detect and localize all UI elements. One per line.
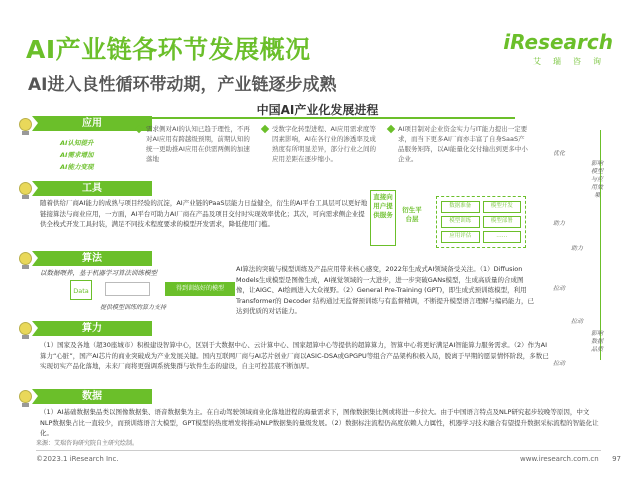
tool-description: 随着供给厂商AI能力的成熟与项目经验的沉淀，AI产业链的PaaS层能力日益健全，衍生的AI平台工具层可以更好地链接算法与商业应用，一方面，AI平台可助力AI厂商在产品及项目交付时实现效率优化；其次，可向需求侧企业提供全栈式开发工具封装，满足不同技术程度要求的模型开发需求，降低使用门槛。 — [40, 199, 368, 228]
algo-model-box — [105, 282, 150, 296]
page-title: AI产业链各环节发展概况 — [26, 35, 311, 64]
website-link[interactable]: www.iresearch.com.cn — [520, 455, 599, 463]
diagram-title-underline — [120, 117, 515, 119]
side-label-pull-1: 拉动 — [552, 285, 565, 292]
algo-flow — [40, 268, 240, 318]
tool-mid-label: 衍生平台层 — [402, 206, 422, 223]
tool-side-box: 直接向用户提供服务 — [370, 190, 396, 246]
page-subtitle: AI进入良性循环带动期，产业链逐步成熟 — [28, 75, 337, 95]
stage-label-data — [32, 389, 152, 404]
tool-grid-item: 应用评估 — [441, 231, 480, 243]
app-link-3: AI能力变现 — [60, 163, 94, 171]
brand-logo-cn: 艾瑞咨询 — [533, 57, 613, 66]
app-card-1-text: 需求侧对AI的认知已趋于理性，不再对AI应用有跨越级预期，前期认知的统一更助推AI应用在供需两侧的加速落地 — [146, 125, 250, 163]
algo-output-box: 得到训练好的模型 — [165, 282, 235, 296]
brand-logo — [503, 30, 613, 67]
side-label-right-bottom: 影响数据品质 — [590, 330, 603, 353]
stage-label-algo-text: 算法 — [82, 253, 102, 264]
data-description: （1）AI基础数据集品类以图像数据集、语音数据集为主。在自动驾驶领域商业化落地进程的海量需求下，图像数据集比例或将进一步拉大。由于中国语言特点及NLP研究起步较晚等原因，中文NLP数据集占比一直较少，而预训练语言大模型，GPT模型的热度增发将推动NLP数据集的量级发展。（2）数据标注流程仍高度依赖人力属性，机器学习技术融合有望提升数据采标流程的智能化让化。 — [40, 408, 599, 437]
tool-grid — [436, 196, 526, 248]
copyright: ©2023.1 iResearch Inc. — [36, 455, 119, 463]
stage-label-app-text: 应用 — [82, 118, 102, 129]
side-label-assist-2: 助力 — [570, 245, 583, 252]
app-card-3 — [388, 124, 528, 188]
tool-grid-item: 数据准备 — [441, 201, 480, 213]
app-card-2 — [262, 124, 380, 188]
app-links — [60, 137, 93, 173]
algo-flow-caption-2: 提供模型训练的算力支持 — [100, 304, 167, 311]
app-link-2: AI需求增加 — [60, 151, 94, 159]
stage-label-compute-text: 算力 — [82, 323, 102, 334]
tool-grid-item: 模型开发 — [483, 201, 522, 213]
algo-description: AI算法的突破与模型训练及产品应用带来核心感变，2022年生成式AI领域备受关注。（1）Diffusion Models生成模型是图像生成，AI视觉领域的一大进步，进一步突破GANs模型，生成高质量的合成图像，让AIGC、AI绘画进入大众视野。（2）General Pre-Training (GPT)，即生成式预训练模型，利用Transformer的 Decoder 结构通过无监督预训练与有监督精调，不断提升模型语言理解与编码能力，已达到优质的对话能力。 — [236, 265, 534, 315]
tool-grid-item: 模型部署 — [483, 216, 522, 228]
source-note: 来源：艾瑞咨询研究院自主研究绘制。 — [36, 440, 139, 447]
app-card-3-text: AI项目制对企业资金实力与IT能力提出一定要求，而当下更多AI厂商亦丰富了自身SaaS产品服务矩阵，以AI能量化交付输出到更多中小企业。 — [398, 125, 528, 163]
stage-label-tool — [32, 181, 152, 196]
algo-data-box: Data — [70, 280, 92, 300]
app-link-1: AI认知提升 — [60, 139, 94, 147]
brand-logo-text: iResearch — [503, 30, 613, 54]
algo-flow-caption: 以数据喂养，基于机器学习算法训练模型 — [40, 269, 157, 277]
side-label-pull-3: 拉动 — [552, 360, 565, 367]
stage-label-algo — [32, 251, 152, 266]
side-label-pull-2: 拉动 — [570, 318, 583, 325]
tool-grid-item: 模型训练 — [441, 216, 480, 228]
app-card-2-text: 受数字化转型进程、AI应用需求度等因素影响，AI在各行业的渗透率及成熟度有所明显差异，部分行业之间的应用差距在逐步缩小。 — [272, 125, 376, 163]
stage-label-compute — [32, 321, 152, 336]
diagram-title: 中国AI产业化发展进程 — [256, 103, 379, 117]
footer-divider — [36, 450, 601, 451]
stage-label-tool-text: 工具 — [82, 183, 102, 194]
page-number: 97 — [612, 455, 621, 463]
side-label-assist-1: 助力 — [552, 220, 565, 227]
side-label-optimize: 优化 — [552, 150, 565, 157]
side-label-right-top: 影响模型与应用效果 — [590, 160, 603, 199]
app-card-1 — [136, 124, 254, 188]
stage-label-data-text: 数据 — [82, 391, 102, 402]
tool-grid-item: …… — [483, 231, 522, 243]
compute-description: （1）国家及各地（超30座城市）积极建设智算中心，区别于大数据中心、云计算中心、国家超算中心等提供的超算算力，智算中心将更好满足AI智能算力服务需求。（2）作为AI算力“心脏”，国产AI芯片的商业突破成为产业发展关键。国内互联网厂商与AI芯片创业厂商以ASIC-DSA或GPGPU等组合产品架构积极入局，脱离于早期的愿景情怀阶段，多数已实现切实产品化落地，未来厂商将更强调系统集群与软件生态的建设，自主可控甚底不断加厚。 — [40, 341, 549, 370]
